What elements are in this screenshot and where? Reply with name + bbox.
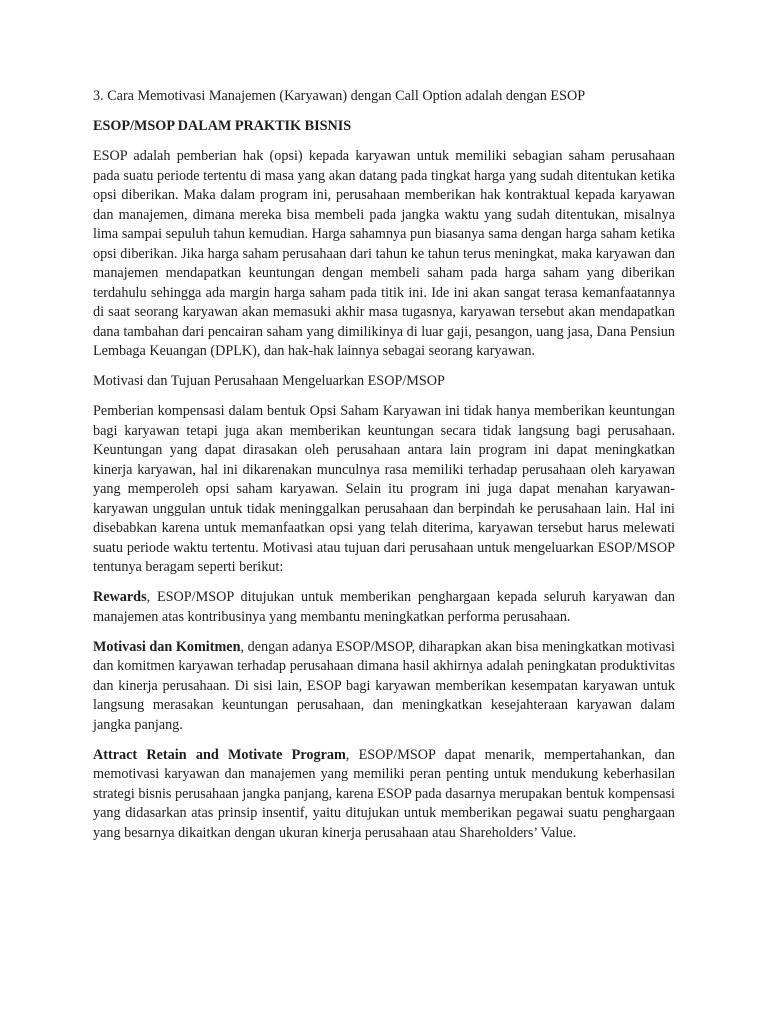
motivasi-term: Motivasi dan Komitmen <box>93 638 241 655</box>
document-page <box>93 87 675 854</box>
motivasi-text: , dengan adanya ESOP/MSOP, diharapkan akan bisa meningkatkan motivasi dan komitmen karyawan terhadap perusahaan dimana hasil akhirnya adalah peningkatan produktivitas dan kinerja perusahaan. Di sisi lain, ESOP bagi karyawan memberikan kesempatan karyawan untuk langsung merasakan keuntungan perusahaan, dan meningkatkan kesejahteraan karyawan dalam jangka panjang. <box>93 638 675 733</box>
paragraph-rewards <box>93 588 675 627</box>
section-heading: ESOP/MSOP DALAM PRAKTIK BISNIS <box>93 118 352 134</box>
intro-line: 3. Cara Memotivasi Manajemen (Karyawan) dengan Call Option adalah dengan ESOP <box>93 88 586 104</box>
subheading-motivation: Motivasi dan Tujuan Perusahaan Mengeluarkan ESOP/MSOP <box>93 373 445 389</box>
paragraph-esop-definition: ESOP adalah pemberian hak (opsi) kepada karyawan untuk memiliki sebagian saham perusahaan pada suatu periode tertentu di masa yang akan datang pada tingkat harga yang sudah ditentukan ketika opsi diberikan. Maka dalam program ini, perusahaan memberikan hak kontraktual kepada karyawan dan manajemen, dimana mereka bisa membeli pada jangka waktu yang sudah ditentukan, misalnya lima sampai sepuluh tahun kemudian. Harga sahamnya pun biasanya sama dengan harga saham ketika opsi diberikan. Jika harga saham perusahaan dari tahun ke tahun terus meningkat, maka karyawan dan manajemen mendapatkan keuntungan dengan membeli saham pada harga saham yang diberikan terdahulu sehingga ada margin harga saham pada titik ini. Ide ini akan sangat terasa kemanfaatannya di saat seorang karyawan akan memasuki akhir masa tugasnya, karyawan tersebut akan mendapatkan dana tambahan dari pencairan saham yang dimilikinya di luar gaji, pesangon, uang jasa, Dana Pensiun Lembaga Keuangan (DPLK), dan hak-hak lainnya sebagai seorang karyawan. <box>93 148 675 359</box>
paragraph-attract <box>93 746 675 844</box>
attract-text: , ESOP/MSOP dapat menarik, mempertahankan, dan memotivasi karyawan dan manajemen yang memiliki peran penting untuk mendukung keberhasilan strategi bisnis perusahaan jangka panjang, karena ESOP pada dasarnya merupakan bentuk kompensasi yang didasarkan atas prinsip insentif, yaitu ditujukan untuk memberikan pegawai suatu penghargaan yang besarnya dikaitkan dengan ukuran kinerja perusahaan atau Shareholders’ Value. <box>93 746 676 841</box>
rewards-text: , ESOP/MSOP ditujukan untuk memberikan penghargaan kepada seluruh karyawan dan manajemen atas kontribusinya yang membantu meningkatkan performa perusahaan. <box>93 589 675 625</box>
rewards-term: Rewards <box>93 589 147 605</box>
attract-term: Attract Retain and Motivate Program <box>93 746 346 763</box>
paragraph-motivasi <box>93 638 675 736</box>
paragraph-compensation: Pemberian kompensasi dalam bentuk Opsi Saham Karyawan ini tidak hanya memberikan keuntungan bagi karyawan tetapi juga akan memberikan keuntungan secara tidak langsung bagi perusahaan. Keuntungan yang dapat dirasakan oleh perusahaan antara lain program ini dapat meningkatkan kinerja karyawan, hal ini dikarenakan munculnya rasa memiliki terhadap perusahaan oleh karyawan yang memperoleh opsi saham karyawan. Selain itu program ini juga dapat menahan karyawan-karyawan unggulan untuk tidak meninggalkan perusahaan dan berpindah ke perusahaan lain. Hal ini disebabkan karena untuk memanfaatkan opsi yang telah diterima, karyawan tersebut harus melewati suatu periode waktu tertentu. Motivasi atau tujuan dari perusahaan untuk mengeluarkan ESOP/MSOP tentunya beragam seperti berikut: <box>93 403 675 575</box>
